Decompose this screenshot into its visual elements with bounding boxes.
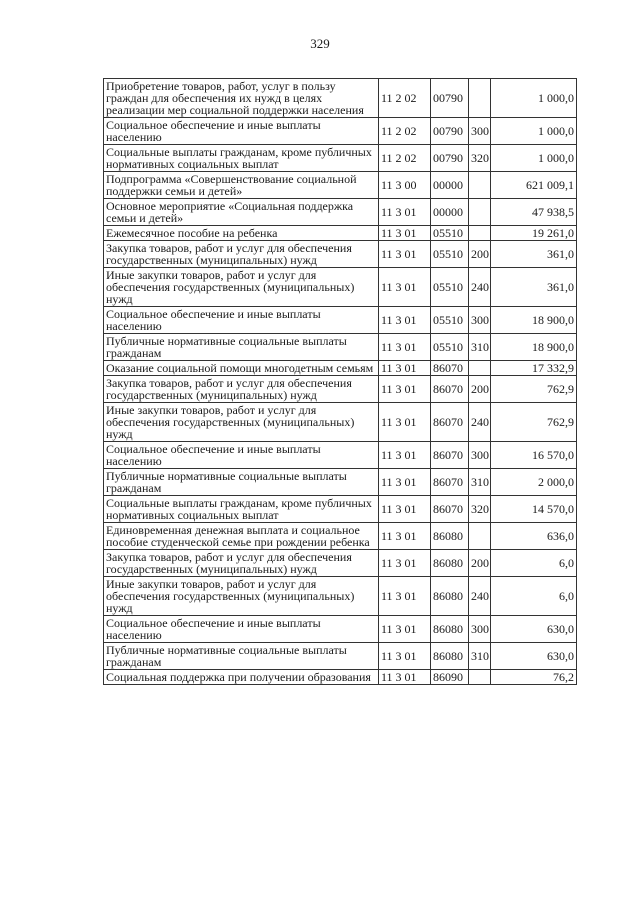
budget-table xyxy=(103,78,577,685)
row-amount: 762,9 xyxy=(491,376,577,403)
row-section-code: 11 2 02 xyxy=(379,145,431,172)
row-amount: 1 000,0 xyxy=(491,79,577,118)
row-expense-type: 300 xyxy=(469,616,491,643)
row-section-code: 11 3 01 xyxy=(379,268,431,307)
row-expense-type: 200 xyxy=(469,241,491,268)
row-section-code: 11 3 01 xyxy=(379,496,431,523)
row-name: Социальная поддержка при получении образования xyxy=(104,670,379,685)
row-target-code: 00000 xyxy=(431,172,469,199)
row-section-code: 11 3 01 xyxy=(379,643,431,670)
table-row xyxy=(104,307,577,334)
row-name: Публичные нормативные социальные выплаты гражданам xyxy=(104,643,379,670)
row-name: Иные закупки товаров, работ и услуг для обеспечения государственных (муниципальных) нужд xyxy=(104,577,379,616)
table-row xyxy=(104,79,577,118)
row-target-code: 86070 xyxy=(431,442,469,469)
row-target-code: 05510 xyxy=(431,268,469,307)
table-row xyxy=(104,361,577,376)
row-name: Социальное обеспечение и иные выплаты населению xyxy=(104,616,379,643)
row-section-code: 11 3 01 xyxy=(379,550,431,577)
row-name: Социальное обеспечение и иные выплаты населению xyxy=(104,118,379,145)
row-expense-type: 300 xyxy=(469,442,491,469)
row-target-code: 86070 xyxy=(431,403,469,442)
row-expense-type xyxy=(469,199,491,226)
row-section-code: 11 3 01 xyxy=(379,670,431,685)
row-amount: 6,0 xyxy=(491,577,577,616)
row-section-code: 11 3 01 xyxy=(379,199,431,226)
row-amount: 14 570,0 xyxy=(491,496,577,523)
row-amount: 16 570,0 xyxy=(491,442,577,469)
row-amount: 6,0 xyxy=(491,550,577,577)
row-name: Оказание социальной помощи многодетным семьям xyxy=(104,361,379,376)
row-section-code: 11 3 01 xyxy=(379,334,431,361)
table-row xyxy=(104,334,577,361)
row-target-code: 86070 xyxy=(431,469,469,496)
row-target-code: 05510 xyxy=(431,334,469,361)
row-amount: 18 900,0 xyxy=(491,307,577,334)
row-amount: 1 000,0 xyxy=(491,118,577,145)
row-target-code: 86070 xyxy=(431,496,469,523)
row-target-code: 00790 xyxy=(431,79,469,118)
page-number: 329 xyxy=(310,36,330,51)
row-amount: 47 938,5 xyxy=(491,199,577,226)
row-target-code: 86070 xyxy=(431,376,469,403)
row-expense-type xyxy=(469,79,491,118)
row-name: Социальные выплаты гражданам, кроме публичных нормативных социальных выплат xyxy=(104,145,379,172)
row-target-code: 86080 xyxy=(431,643,469,670)
row-name: Ежемесячное пособие на ребенка xyxy=(104,226,379,241)
row-expense-type: 320 xyxy=(469,145,491,172)
table-row xyxy=(104,616,577,643)
table-row xyxy=(104,577,577,616)
row-name: Основное мероприятие «Социальная поддержка семьи и детей» xyxy=(104,199,379,226)
row-amount: 361,0 xyxy=(491,241,577,268)
row-name: Социальное обеспечение и иные выплаты населению xyxy=(104,307,379,334)
row-name: Публичные нормативные социальные выплаты гражданам xyxy=(104,334,379,361)
row-expense-type: 200 xyxy=(469,550,491,577)
row-section-code: 11 3 01 xyxy=(379,577,431,616)
row-target-code: 86080 xyxy=(431,523,469,550)
row-expense-type xyxy=(469,670,491,685)
row-expense-type xyxy=(469,361,491,376)
row-target-code: 86090 xyxy=(431,670,469,685)
table-row xyxy=(104,199,577,226)
row-section-code: 11 3 01 xyxy=(379,403,431,442)
row-expense-type: 300 xyxy=(469,118,491,145)
table-row xyxy=(104,496,577,523)
row-name: Подпрограмма «Совершенствование социальной поддержки семьи и детей» xyxy=(104,172,379,199)
row-name: Закупка товаров, работ и услуг для обеспечения государственных (муниципальных) нужд xyxy=(104,376,379,403)
row-section-code: 11 3 01 xyxy=(379,307,431,334)
table-row xyxy=(104,442,577,469)
row-name: Иные закупки товаров, работ и услуг для обеспечения государственных (муниципальных) нужд xyxy=(104,268,379,307)
row-target-code: 86080 xyxy=(431,550,469,577)
row-name: Социальные выплаты гражданам, кроме публичных нормативных социальных выплат xyxy=(104,496,379,523)
row-amount: 630,0 xyxy=(491,616,577,643)
row-amount: 762,9 xyxy=(491,403,577,442)
row-target-code: 86080 xyxy=(431,577,469,616)
row-expense-type xyxy=(469,523,491,550)
table-row xyxy=(104,118,577,145)
row-target-code: 00790 xyxy=(431,118,469,145)
row-expense-type: 310 xyxy=(469,469,491,496)
table-row xyxy=(104,643,577,670)
table-row xyxy=(104,376,577,403)
row-name: Иные закупки товаров, работ и услуг для обеспечения государственных (муниципальных) нужд xyxy=(104,403,379,442)
row-expense-type xyxy=(469,172,491,199)
row-amount: 17 332,9 xyxy=(491,361,577,376)
row-section-code: 11 3 01 xyxy=(379,442,431,469)
row-target-code: 86080 xyxy=(431,616,469,643)
row-name: Социальное обеспечение и иные выплаты населению xyxy=(104,442,379,469)
table-row xyxy=(104,241,577,268)
table-row xyxy=(104,670,577,685)
table-row xyxy=(104,268,577,307)
row-name: Приобретение товаров, работ, услуг в пользу граждан для обеспечения их нужд в целях реализации мер социальной поддержки населения xyxy=(104,79,379,118)
row-amount: 18 900,0 xyxy=(491,334,577,361)
row-amount: 2 000,0 xyxy=(491,469,577,496)
row-expense-type: 240 xyxy=(469,577,491,616)
row-target-code: 86070 xyxy=(431,361,469,376)
row-amount: 361,0 xyxy=(491,268,577,307)
row-target-code: 05510 xyxy=(431,307,469,334)
row-expense-type: 310 xyxy=(469,643,491,670)
row-target-code: 05510 xyxy=(431,241,469,268)
budget-table-body xyxy=(104,79,577,685)
table-row xyxy=(104,172,577,199)
row-expense-type: 240 xyxy=(469,268,491,307)
row-section-code: 11 3 01 xyxy=(379,523,431,550)
row-expense-type: 200 xyxy=(469,376,491,403)
row-section-code: 11 3 00 xyxy=(379,172,431,199)
table-row xyxy=(104,523,577,550)
row-expense-type: 320 xyxy=(469,496,491,523)
row-section-code: 11 3 01 xyxy=(379,469,431,496)
table-row xyxy=(104,226,577,241)
row-name: Публичные нормативные социальные выплаты гражданам xyxy=(104,469,379,496)
row-name: Закупка товаров, работ и услуг для обеспечения государственных (муниципальных) нужд xyxy=(104,241,379,268)
row-expense-type: 310 xyxy=(469,334,491,361)
table-row xyxy=(104,550,577,577)
row-section-code: 11 3 01 xyxy=(379,616,431,643)
row-amount: 19 261,0 xyxy=(491,226,577,241)
row-amount: 621 009,1 xyxy=(491,172,577,199)
row-target-code: 05510 xyxy=(431,226,469,241)
row-amount: 636,0 xyxy=(491,523,577,550)
row-section-code: 11 2 02 xyxy=(379,118,431,145)
row-target-code: 00000 xyxy=(431,199,469,226)
row-section-code: 11 3 01 xyxy=(379,226,431,241)
row-expense-type xyxy=(469,226,491,241)
row-expense-type: 240 xyxy=(469,403,491,442)
row-expense-type: 300 xyxy=(469,307,491,334)
row-section-code: 11 3 01 xyxy=(379,241,431,268)
row-target-code: 00790 xyxy=(431,145,469,172)
table-row xyxy=(104,145,577,172)
row-name: Закупка товаров, работ и услуг для обеспечения государственных (муниципальных) нужд xyxy=(104,550,379,577)
row-amount: 76,2 xyxy=(491,670,577,685)
table-row xyxy=(104,403,577,442)
table-row xyxy=(104,469,577,496)
row-section-code: 11 2 02 xyxy=(379,79,431,118)
row-amount: 1 000,0 xyxy=(491,145,577,172)
row-amount: 630,0 xyxy=(491,643,577,670)
row-name: Единовременная денежная выплата и социальное пособие студенческой семье при рождении ребенка xyxy=(104,523,379,550)
row-section-code: 11 3 01 xyxy=(379,376,431,403)
row-section-code: 11 3 01 xyxy=(379,361,431,376)
